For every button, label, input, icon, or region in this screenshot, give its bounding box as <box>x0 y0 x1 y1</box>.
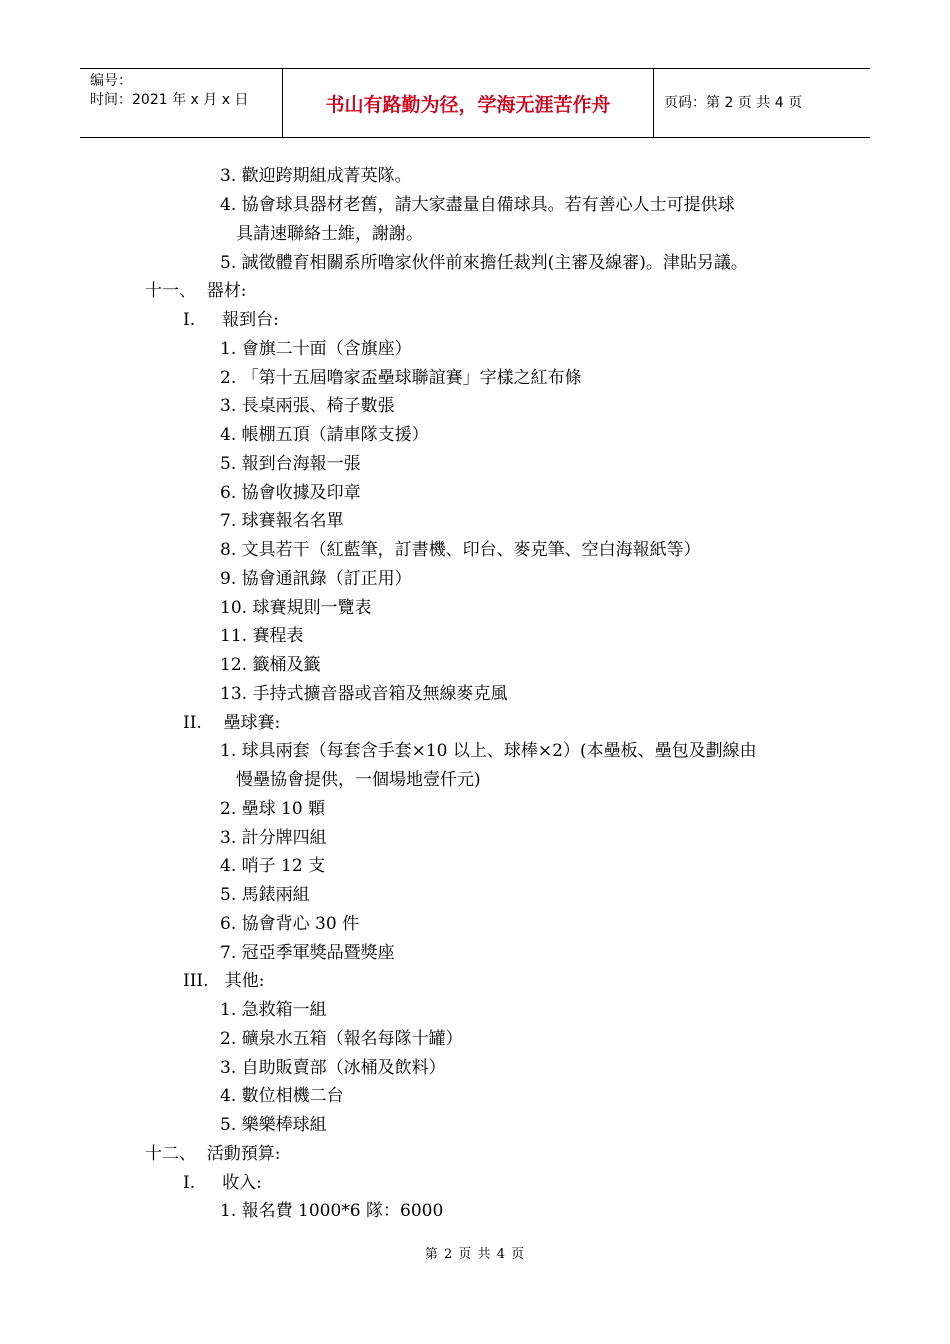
list-item: 6. 協會背心 30 件 <box>220 914 360 934</box>
list-item: 2. 礦泉水五箱（報名每隊十罐） <box>220 1029 463 1049</box>
list-item: 2. 「第十五屆噜家盃壘球聯誼賽」字樣之紅布條 <box>220 368 582 388</box>
list-item-continuation: 具請速聯絡士維，謝謝。 <box>236 224 423 244</box>
list-item: 6. 協會收據及印章 <box>220 483 361 503</box>
subsection-heading: II. 壘球賽: <box>183 713 281 733</box>
list-item: 7. 冠亞季軍獎品暨獎座 <box>220 943 395 963</box>
doc-number-label: 编号： <box>90 73 132 89</box>
list-item: 5. 樂樂棒球組 <box>220 1115 327 1135</box>
subsection-heading: I. 報到台: <box>183 310 279 330</box>
list-item: 5. 誠徵體育相關系所噜家伙伴前來擔任裁判(主審及線審)。津貼另議。 <box>220 253 748 273</box>
list-item: 9. 協會通訊錄（訂正用） <box>220 569 412 589</box>
list-item: 5. 馬錶兩組 <box>220 885 310 905</box>
list-item: 10. 球賽規則一覽表 <box>220 598 372 618</box>
page-footer: 第 2 页 共 4 页 <box>424 1247 526 1262</box>
list-item: 2. 壘球 10 顆 <box>220 799 326 819</box>
subsection-heading: I. 收入: <box>183 1173 262 1193</box>
section-heading-budget: 十二、 活動預算: <box>145 1144 281 1164</box>
list-item: 3. 計分牌四組 <box>220 828 327 848</box>
subsection-heading: III. 其他: <box>183 971 265 991</box>
header-page-number: 页码：第 2 页 共 4 页 <box>664 95 803 111</box>
list-item: 3. 長桌兩張、椅子數張 <box>220 396 395 416</box>
doc-date: 时间：2021 年 x 月 x 日 <box>90 92 249 108</box>
list-item: 4. 帳棚五頂（請車隊支援） <box>220 425 429 445</box>
list-item: 7. 球賽報名名單 <box>220 511 344 531</box>
list-item: 1. 報名費 1000*6 隊：6000 <box>220 1201 444 1221</box>
list-item: 5. 報到台海報一張 <box>220 454 361 474</box>
list-item: 11. 賽程表 <box>220 626 304 646</box>
header-motto: 书山有路勤为径，学海无涯苦作舟 <box>325 94 611 116</box>
list-item: 1. 會旗二十面（含旗座） <box>220 339 412 359</box>
list-item: 8. 文具若干（紅藍筆，訂書機、印台、麥克筆、空白海報紙等） <box>220 540 701 560</box>
list-item: 3. 自助販賣部（冰桶及飲料） <box>220 1058 446 1078</box>
list-item: 12. 籤桶及籤 <box>220 655 321 675</box>
list-item-continuation: 慢壘協會提供，一個場地壹仟元) <box>236 770 481 790</box>
list-item: 1. 急救箱一組 <box>220 1000 327 1020</box>
list-item: 13. 手持式擴音器或音箱及無線麥克風 <box>220 684 508 704</box>
list-item: 1. 球具兩套（每套含手套×10 以上、球棒×2）(本壘板、壘包及劃線由 <box>220 741 757 761</box>
list-item: 4. 哨子 12 支 <box>220 856 326 876</box>
section-heading-equipment: 十一、 器材: <box>145 281 247 301</box>
list-item: 4. 數位相機二台 <box>220 1086 344 1106</box>
list-item: 3. 歡迎跨期組成菁英隊。 <box>220 166 412 186</box>
list-item: 4. 協會球具器材老舊，請大家盡量自備球具。若有善心人士可提供球 <box>220 195 735 215</box>
